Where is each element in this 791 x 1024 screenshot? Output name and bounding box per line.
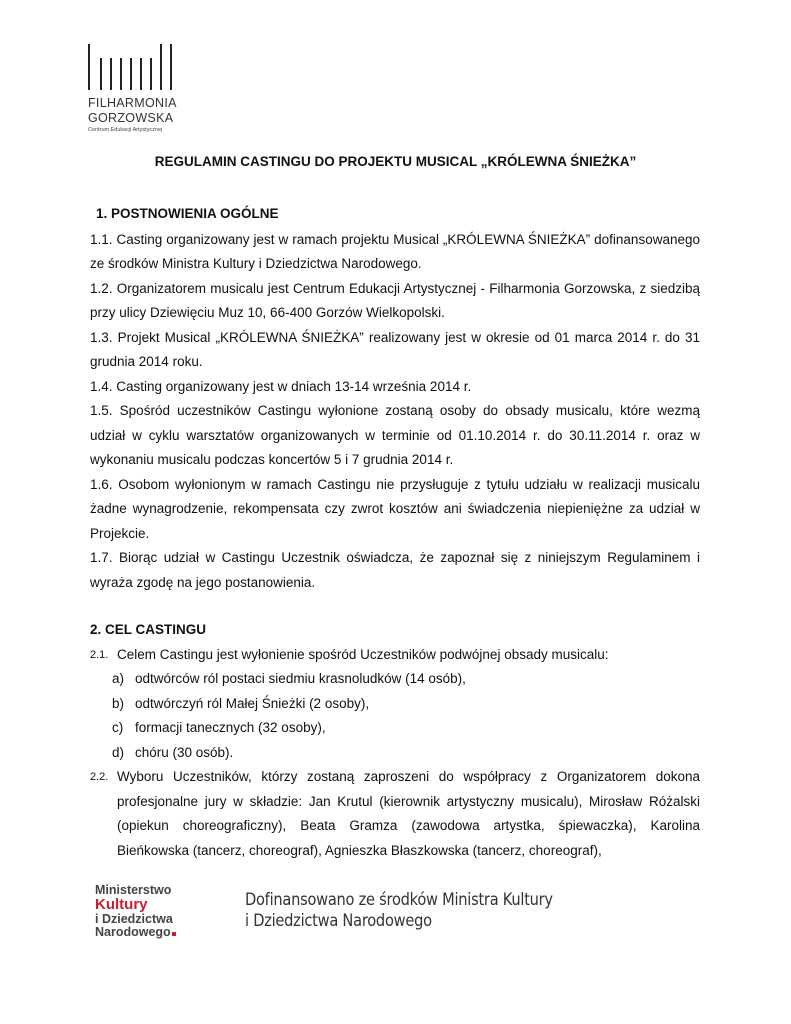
logo-line2: GORZOWSKA [88,111,174,125]
ministry-line2: Kultury [95,896,148,913]
paragraph-1-3: 1.3. Projekt Musical „KRÓLEWNA ŚNIEŻKA” realizowany jest w okresie od 01 marca 2014 r. do 31 grudnia 2014 roku. [90,329,700,369]
item-2-2-number: 2.2. [90,771,109,783]
paragraph-1-4: 1.4. Casting organizowany jest w dniach 13-14 września 2014 r. [90,378,472,394]
footer [95,884,715,944]
logo-sub: Centrum Edukacji Artystycznej [88,127,163,133]
section-goal [90,618,700,863]
list-marker: a) [112,671,125,686]
item-2-1-text: Celem Castingu jest wyłonienie spośród Uczestników podwójnej obsady musicalu: [117,646,609,662]
list-marker: d) [112,744,125,760]
logo-line1: FILHARMONIA [88,96,177,110]
cofund-line1: Dofinansowano ze środków Ministra Kultury [245,890,553,910]
list-item [90,716,700,741]
ministry-line3: i Dziedzictwa [95,912,173,926]
item-2-2-text: Wyboru Uczestników, którzy zostaną zaproszeni do współpracy z Organizatorem dokona profesjonalne jury w składzie: Jan Krutul (kierownik artystyczny musicalu), Mirosław Różalski (opiekun choreograficzny), Beata Gramza (zawodowa artystka, śpiewaczka), Karolina Bieńkowska (tancerz, choreograf), Agnieszka Błaszkowska (tancerz, choreograf), [117,769,700,858]
list-text: odtwórców ról postaci siedmiu krasnoludków (14 osób), [135,671,466,686]
item-2-1 [90,643,700,668]
section1-heading: 1. POSTNOWIENIA OGÓLNE [96,206,279,221]
list-text: formacji tanecznych (32 osoby), [135,720,326,735]
ministry-line1: Ministerstwo [95,883,172,897]
section2-heading: 2. CEL CASTINGU [90,622,207,637]
item-2-1-number: 2.1. [90,648,109,661]
list-text: chóru (30 osób). [135,744,234,760]
list-marker: c) [112,720,124,735]
paragraph-1-6: 1.6. Osobom wyłonionym w ramach Castingu nie przysługuje z tytułu udziału w realizacji musicalu żadne wynagrodzenie, rekompensata czy zwrot kosztów ani świadczenia niepieniężne za udział w Projekcie. [90,476,700,541]
ministry-line4: Narodowego [95,925,171,939]
paragraph-1-1: 1.1. Casting organizowany jest w ramach projektu Musical „KRÓLEWNA ŚNIEŻKA” dofinansowanego ze środków Ministra Kultury i Dziedzictwa Narodowego. [90,231,700,271]
ministry-logo [95,884,176,939]
list-item [90,741,700,766]
list-marker: b) [112,695,125,711]
cofunding-note [245,890,553,932]
list-item [90,667,700,692]
document-title: REGULAMIN CASTINGU DO PROJEKTU MUSICAL „KRÓLEWNA ŚNIEŻKA” [154,154,637,169]
logo-bars-icon [88,44,198,90]
paragraph-1-2: 1.2. Organizatorem musicalu jest Centrum Edukacji Artystycznej - Filharmonia Gorzowska, z siedzibą przy ulicy Dziewięciu Muz 10, 66-400 Gorzów Wielkopolski. [90,280,700,320]
item-2-2 [90,765,700,863]
red-dot-icon [172,932,176,936]
cofund-line2: i Dziedzictwa Narodowego [245,911,432,931]
paragraph-1-5: 1.5. Spośród uczestników Castingu wyłonione zostaną osoby do obsady musicalu, które wezmą udział w cyklu warsztatów organizowanych w terminie od 01.10.2014 r. do 30.11.2014 r. oraz w wykonaniu musicalu podczas koncertów 5 i 7 grudnia 2014 r. [90,403,700,467]
list-item [90,692,700,717]
paragraph-1-7: 1.7. Biorąc udział w Castingu Uczestnik oświadcza, że zapoznał się z niniejszym Regulaminem i wyraża zgodę na jego postanowienia. [90,550,700,590]
filharmonia-logo [88,44,198,144]
list-text: odtwórczyń ról Małej Śnieżki (2 osoby), [135,695,370,711]
section-general [90,202,700,595]
